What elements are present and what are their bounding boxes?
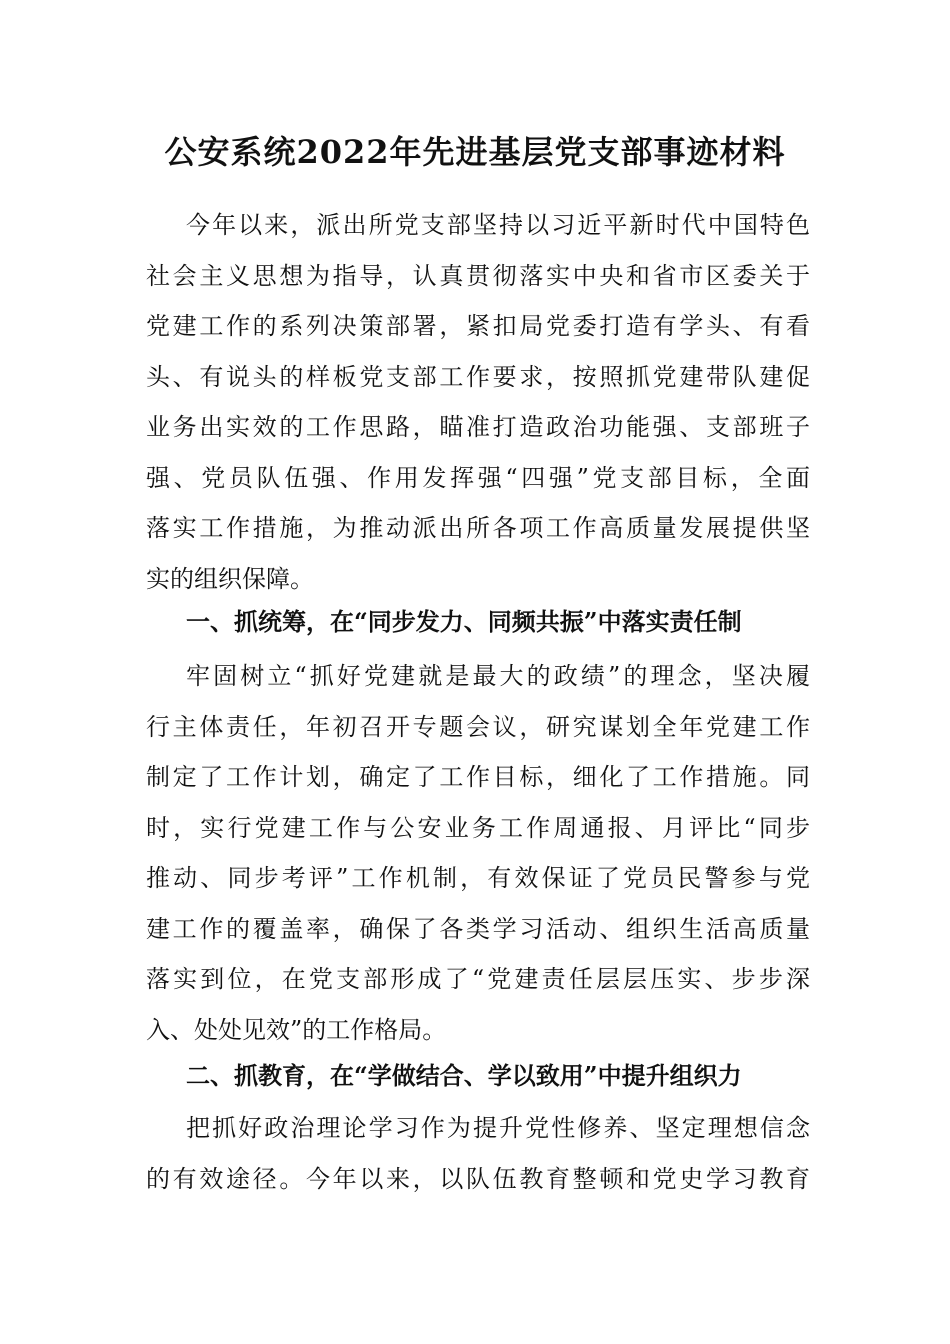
paragraph-line: 建工作的覆盖率，确保了各类学习活动、组织生活高质量 (146, 914, 810, 943)
paragraph-line: 业务出实效的工作思路，瞄准打造政治功能强、支部班子 (146, 413, 810, 441)
paragraph-line: 实的组织保障。 (146, 564, 314, 593)
paragraph-line: 党建工作的系列决策部署，紧扣局党委打造有学头、有看 (146, 312, 810, 340)
intro-paragraph (146, 200, 810, 604)
paragraph-line: 推动、同步考评”工作机制，有效保证了党员民警参与党 (146, 864, 810, 892)
section-1-paragraph (146, 651, 810, 1055)
paragraph-line: 头、有说头的样板党支部工作要求，按照抓党建带队建促 (146, 362, 810, 391)
paragraph-line: 的有效途径。今年以来，以队伍教育整顿和党史学习教育 (146, 1164, 810, 1193)
paragraph-line: 时，实行党建工作与公安业务工作周通报、月评比“同步 (146, 813, 810, 842)
paragraph-line: 落实工作措施，为推动派出所各项工作高质量发展提供坚 (146, 514, 810, 542)
section-heading: 二、抓教育，在“学做结合、学以致用”中提升组织力 (186, 1061, 742, 1090)
document-title: 公安系统2022年先进基层党支部事迹材料 (164, 133, 786, 171)
section-2-paragraph (146, 1103, 810, 1204)
paragraph-line: 强、党员队伍强、作用发挥强“四强”党支部目标，全面 (146, 463, 810, 492)
paragraph-line: 牢固树立“抓好党建就是最大的政绩”的理念，坚决履 (186, 662, 810, 690)
paragraph-line: 今年以来，派出所党支部坚持以习近平新时代中国特色 (186, 211, 810, 239)
paragraph-line: 落实到位，在党支部形成了“党建责任层层压实、步步深 (146, 965, 810, 993)
paragraph-line: 行主体责任，年初召开专题会议，研究谋划全年党建工作 (146, 712, 810, 741)
section-heading-2 (146, 1051, 810, 1102)
paragraph-line: 把抓好政治理论学习作为提升党性修养、坚定理想信念 (186, 1114, 810, 1142)
paragraph-line: 制定了工作计划，确定了工作目标，细化了工作措施。同 (146, 763, 810, 791)
paragraph-line: 社会主义思想为指导，认真贯彻落实中央和省市区委关于 (146, 261, 810, 290)
section-heading: 一、抓统筹，在“同步发力、同频共振”中落实责任制 (186, 607, 742, 636)
paragraph-line: 入、处处见效”的工作格局。 (146, 1015, 447, 1044)
section-heading-1 (146, 597, 810, 648)
